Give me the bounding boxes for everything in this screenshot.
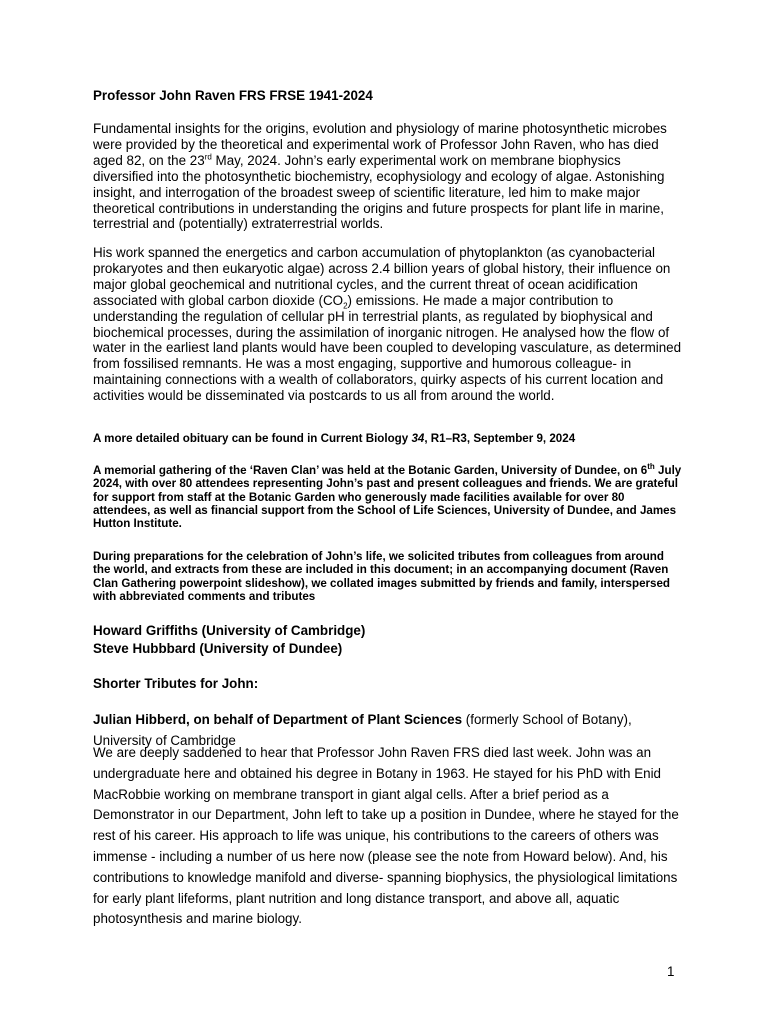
intro-text-part2: May, 2024. John’s early experimental work on membrane biophysics diversified into the photosynthetic biochemistry, ecophysiology and ecology of algae. Astonishing insight, and interrogation of the broadest sweep of scientific literature, led him to make major theoretical contributions in understanding the origins and future prospects for plant life in marine, terrestrial and (potentially) extraterrestrial worlds. [93,152,665,232]
intro-date-superscript: rd [204,152,212,162]
tribute-author-name: Julian Hibberd, on behalf of Department of Plant Sciences [93,712,463,727]
shorter-tributes-heading: Shorter Tributes for John: [93,676,259,691]
obituary-volume: 34 [411,432,425,445]
memorial-date-superscript: th [647,462,655,472]
page-number: 1 [667,964,675,979]
memorial-paragraph [93,464,683,530]
tribute-hibberd-body: We are deeply saddened to hear that Professor John Raven FRS died last week. John was an undergraduate here and obtained his degree in Botany in 1963. He stayed for his PhD with Enid MacRobbie working on membrane transport in giant algal cells. After a brief period as a Demonstrator in our Department, John left to take up a position in Dundee, where he stayed for the rest of his career. His approach to life was unique, his contributions to the careers of others was immense - including a number of us here now (please see the note from Howard below). And, his contributions to knowledge manifold and diverse- spanning biophysics, the physiological limitations for early plant lifeforms, plant nutrition and long distance transport, and above all, aquatic photosynthesis and marine biology. [93,745,679,927]
preparations-paragraph: During preparations for the celebration of John’s life, we solicited tributes from colleagues from around the world, and extracts from these are included in this document; in an accompanying document (Raven Clan Gathering powerpoint slideshow), we collated images submitted by friends and family, interspersed with abbreviated comments and tributes [93,550,671,603]
document-title: Professor John Raven FRS FRSE 1941-2024 [93,88,373,103]
co2-subscript: 2 [343,301,348,311]
memorial-text-part1: A memorial gathering of the ‘Raven Clan’ was held at the Botanic Garden, University of Dundee, on 6 [93,464,648,477]
intro-text-part1: Fundamental insights for the origins, evolution and physiology of marine photosynthetic microbes were provided by the theoretical and experimental work of Professor John Raven, who has died aged 82, on the 23 [93,121,667,168]
work-paragraph [93,245,683,404]
author-griffiths: Howard Griffiths (University of Cambridge) [93,623,366,638]
obituary-note [93,432,683,445]
intro-paragraph [93,121,683,232]
author-list [93,622,365,658]
work-text-part1: His work spanned the energetics and carbon accumulation of phytoplankton (as cyanobacterial prokaryotes and then eukaryotic algae) across 2.4 billion years of global history, their influence on major global geochemical and nutritional cycles, and the current threat of ocean acidification associated with global carbon dioxide (CO [93,245,671,308]
work-text-part2: ) emissions. He made a major contribution to understanding the regulation of cellular pH in terrestrial plants, as regulated by biophysical and biochemical processes, during the assimilation of inorganic nitrogen. He analysed how the flow of water in the earliest land plants would have been coupled to developing vasculature, as determined from fossilised remnants. He was a most engaging, supportive and humorous colleague- in maintaining connections with a wealth of collaborators, quirky aspects of his current location and activities would be disseminated via postcards to us all from around the world. [93,292,682,404]
obituary-note-text: A more detailed obituary can be found in Current Biology [93,432,412,445]
tribute-author-affiliation: (formerly School of Botany), University of Cambridge [93,712,632,748]
obituary-note-citation: , R1–R3, September 9, 2024 [424,432,576,445]
memorial-text-part2: July 2024, with over 80 attendees representing John’s past and present colleagues and friends. We are grateful for support from staff at the Botanic Garden who generously made facilities available for over 80 attendees, as well as financial support from the School of Life Sciences, University of Dundee, and James Hutton Institute. [93,464,682,531]
author-hubbbard: Steve Hubbbard (University of Dundee) [93,641,343,656]
